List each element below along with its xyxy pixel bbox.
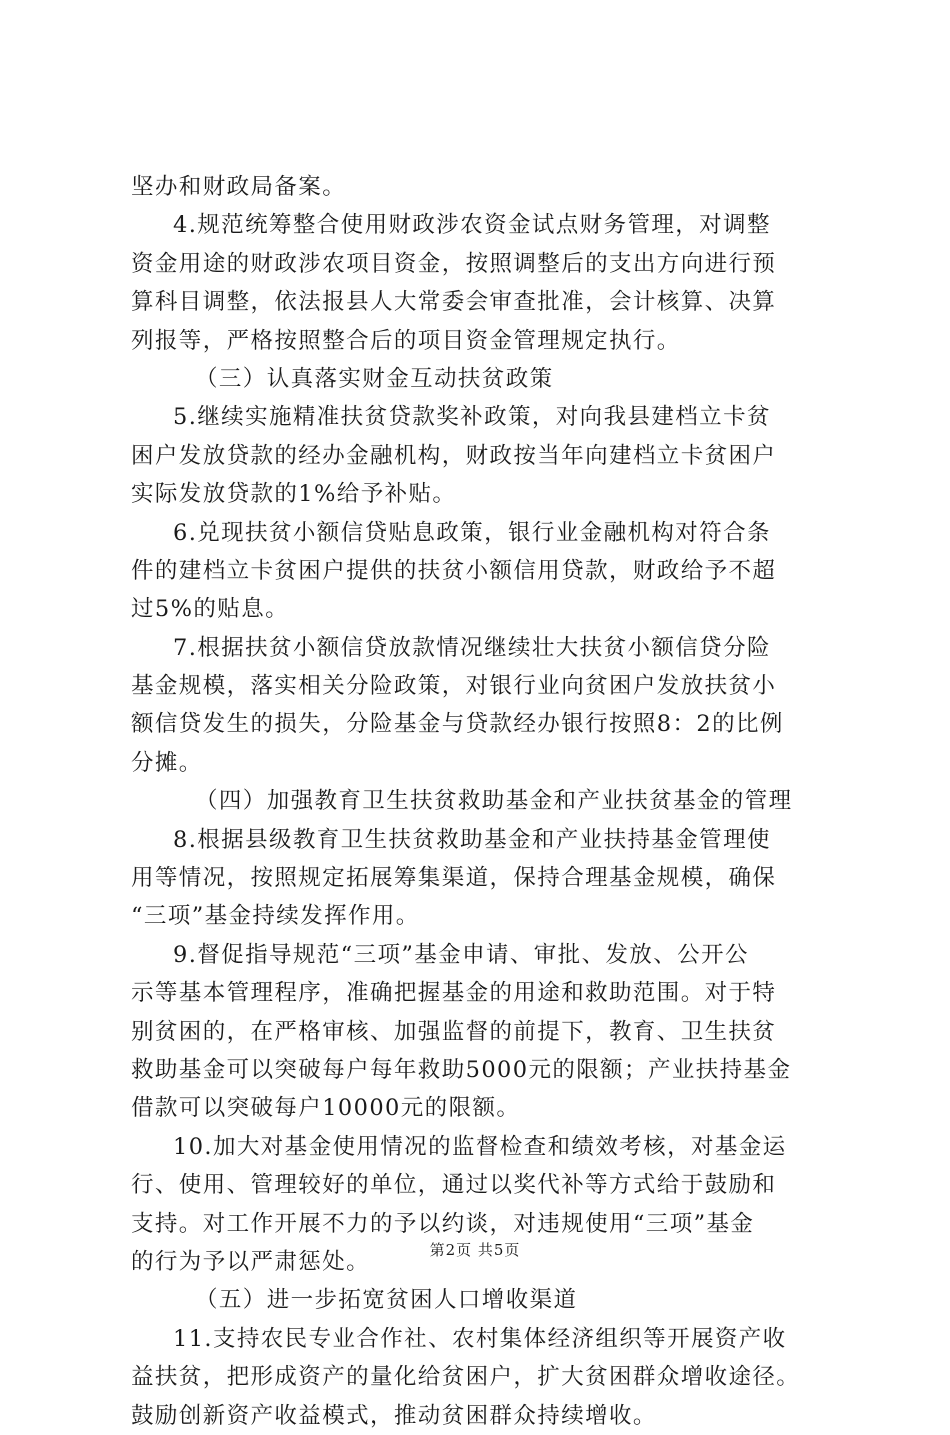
- paragraph-line: 救助基金可以突破每户每年救助5000元的限额；产业扶持基金: [131, 1056, 792, 1083]
- paragraph-line: 鼓励创新资产收益模式，推动贫困群众持续增收。: [131, 1402, 657, 1429]
- paragraph-line: 4.规范统筹整合使用财政涉农资金试点财务管理，对调整: [173, 212, 771, 239]
- paragraph-line: 借款可以突破每户10000元的限额。: [131, 1095, 521, 1122]
- paragraph-line: 7.根据扶贫小额信贷放款情况继续壮大扶贫小额信贷分险: [173, 634, 771, 661]
- paragraph-line: 件的建档立卡贫困户提供的扶贫小额信用贷款，财政给予不超: [131, 557, 777, 584]
- paragraph-line: 示等基本管理程序，准确把握基金的用途和救助范围。对于特: [131, 980, 777, 1007]
- paragraph-line: 11.支持农民专业合作社、农村集体经济组织等开展资产收: [173, 1325, 787, 1352]
- page-footer: 第2页 共5页: [429, 1241, 521, 1259]
- paragraph-line: 列报等，严格按照整合后的项目资金管理规定执行。: [131, 327, 681, 354]
- paragraph-line: 益扶贫，把形成资产的量化给贫困户，扩大贫困群众增收途径。: [131, 1364, 801, 1391]
- paragraph-line: 8.根据县级教育卫生扶贫救助基金和产业扶持基金管理使: [173, 826, 771, 853]
- paragraph-line: 额信贷发生的损失，分险基金与贷款经办银行按照8：2的比例: [131, 711, 784, 738]
- section-heading: （四）加强教育卫生扶贫救助基金和产业扶贫基金的管理: [195, 788, 793, 815]
- paragraph-line: 别贫困的，在严格审核、加强监督的前提下，教育、卫生扶贫: [131, 1018, 777, 1045]
- paragraph-line: 用等情况，按照规定拓展筹集渠道，保持合理基金规模，确保: [131, 865, 777, 892]
- paragraph-line: 5.继续实施精准扶贫贷款奖补政策，对向我县建档立卡贫: [173, 404, 771, 431]
- paragraph-line: 过5%的贴息。: [131, 596, 289, 623]
- paragraph-line: 的行为予以严肃惩处。: [131, 1248, 371, 1275]
- section-heading: （三）认真落实财金互动扶贫政策: [195, 365, 554, 392]
- paragraph-line: 6.兑现扶贫小额信贷贴息政策，银行业金融机构对符合条: [173, 519, 771, 546]
- paragraph-line: 基金规模，落实相关分险政策，对银行业向贫困户发放扶贫小: [131, 673, 777, 700]
- paragraph-line: 困户发放贷款的经办金融机构，财政按当年向建档立卡贫困户: [131, 442, 777, 469]
- paragraph-line: 行、使用、管理较好的单位，通过以奖代补等方式给于鼓励和: [131, 1172, 777, 1199]
- paragraph-line: 支持。对工作开展不力的予以约谈，对违规使用“三项”基金: [131, 1210, 755, 1237]
- paragraph-line: 实际发放贷款的1%给予补贴。: [131, 481, 457, 508]
- paragraph-line: 10.加大对基金使用情况的监督检查和绩效考核，对基金运: [173, 1133, 787, 1160]
- section-heading: （五）进一步拓宽贫困人口增收渠道: [195, 1287, 578, 1314]
- paragraph-line: 分摊。: [131, 749, 203, 776]
- paragraph-line: 坚办和财政局备案。: [131, 174, 347, 200]
- paragraph-line: 9.督促指导规范“三项”基金申请、审批、发放、公开公: [173, 941, 749, 968]
- paragraph-line: 算科目调整，依法报县人大常委会审查批准，会计核算、决算: [131, 289, 777, 316]
- paragraph-line: “三项”基金持续发挥作用。: [131, 903, 420, 930]
- paragraph-line: 资金用途的财政涉农项目资金，按照调整后的支出方向进行预: [131, 250, 777, 277]
